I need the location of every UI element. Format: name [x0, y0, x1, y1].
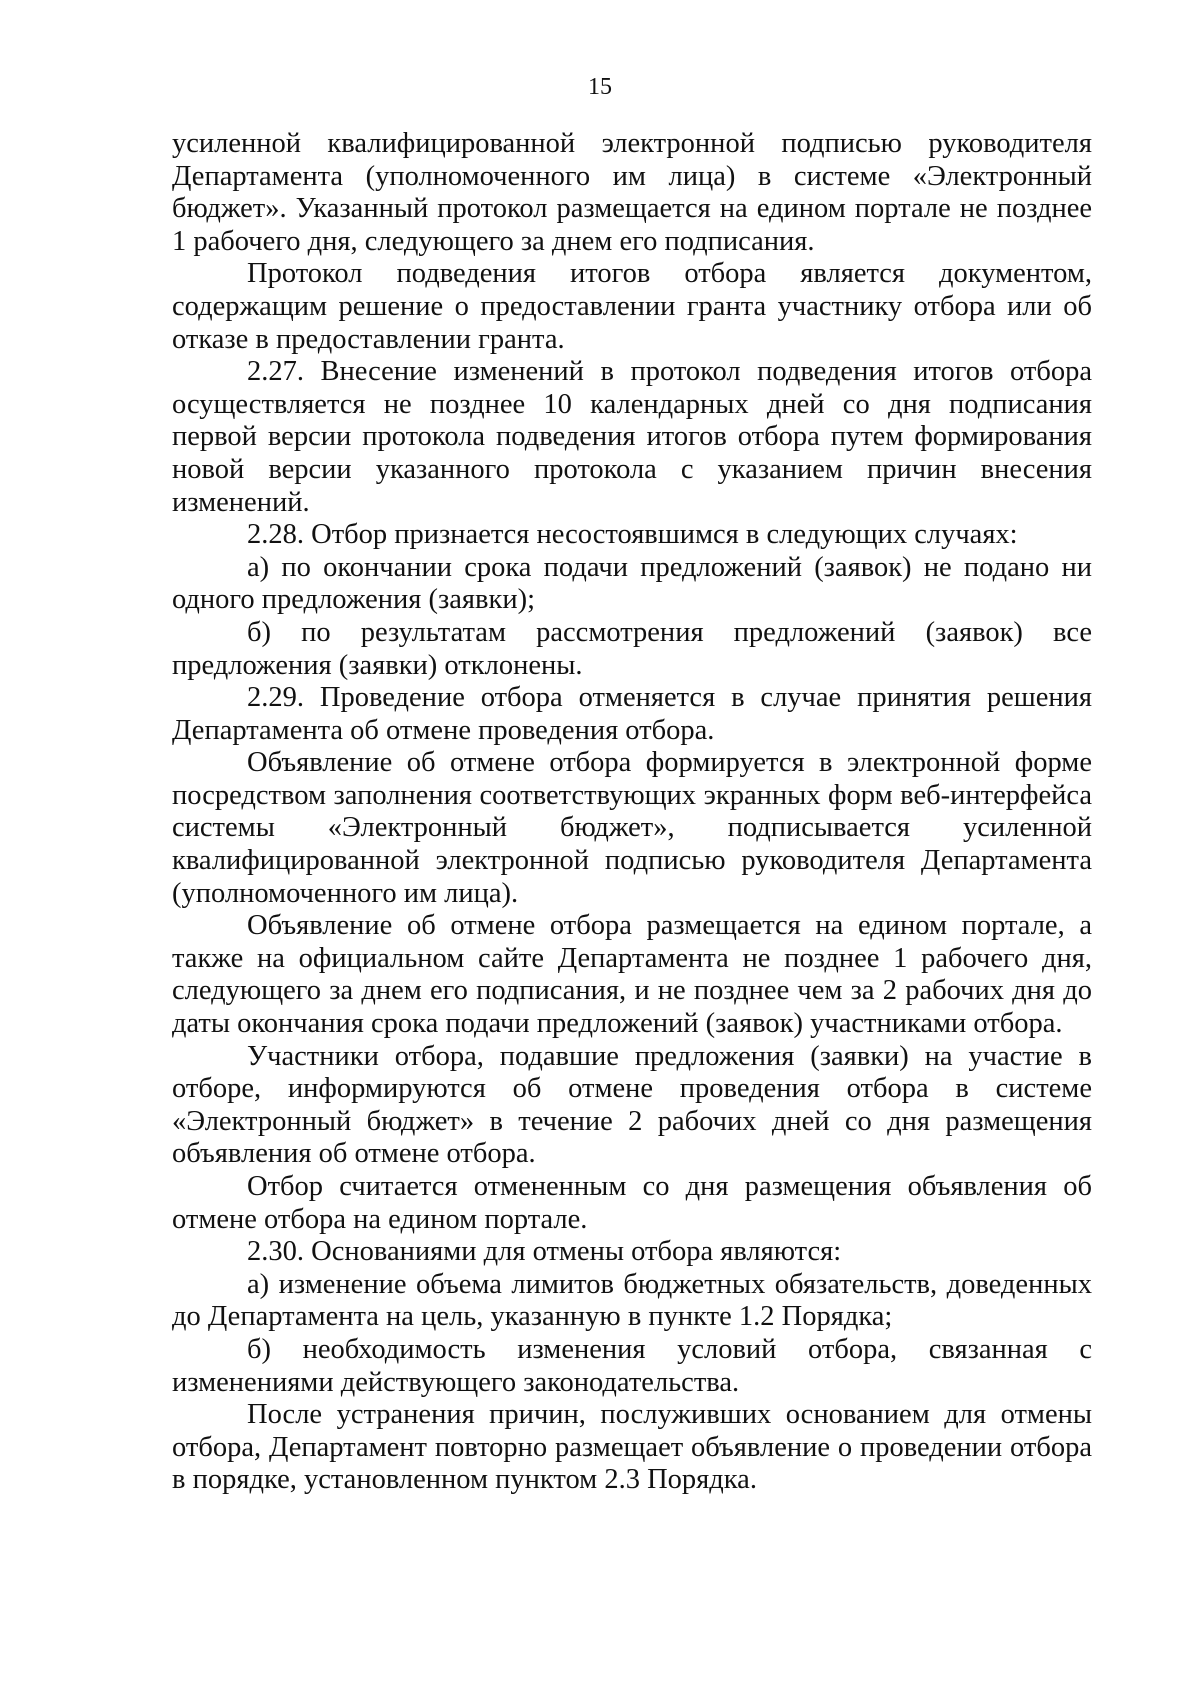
paragraph-2-30-b: б) необходимость изменения условий отбора, связанная с изменениями действующего законодательства.	[172, 1333, 1092, 1398]
paragraph-2-30: 2.30. Основаниями для отмены отбора являются:	[247, 1236, 842, 1268]
paragraph-2-28: 2.28. Отбор признается несостоявшимся в следующих случаях:	[247, 519, 1018, 551]
paragraph-cancel-announcement-publishing: Объявление об отмене отбора размещается на едином портале, а также на официальном сайте Департамента не позднее 1 рабочего дня, следующего за днем его подписания, и не позднее чем за 2 рабочих дня до даты окончания срока подачи предложений (заявок) участниками отбора.	[172, 910, 1092, 1040]
document-body	[172, 128, 1092, 1497]
paragraph-cancel-effective: Отбор считается отмененным со дня размещения объявления об отмене отбора на едином портале.	[172, 1171, 1092, 1235]
paragraph-2-28-a: а) по окончании срока подачи предложений (заявок) не подано ни одного предложения (заявки);	[172, 551, 1092, 616]
paragraph-participants-notification: Участники отбора, подавшие предложения (заявки) на участие в отборе, информируются об отмене проведения отбора в системе «Электронный бюджет» в течение 2 рабочих дней со дня размещения объявления об отмене отбора.	[172, 1040, 1092, 1170]
paragraph-repeat-announcement: После устранения причин, послуживших основанием для отмены отбора, Департамент повторно размещает объявление о проведении отбора в порядке, установленном пунктом 2.3 Порядка.	[172, 1399, 1092, 1496]
paragraph-2-28-b: б) по результатам рассмотрения предложений (заявок) все предложения (заявки) отклонены.	[172, 616, 1092, 681]
paragraph-2-30-a: а) изменение объема лимитов бюджетных обязательств, доведенных до Департамента на цель, указанную в пункте 1.2 Порядка;	[172, 1268, 1092, 1333]
paragraph-protocol-definition: Протокол подведения итогов отбора является документом, содержащим решение о предоставлении гранта участнику отбора или об отказе в предоставлении гранта.	[172, 258, 1092, 355]
page-number: 15	[588, 74, 612, 100]
paragraph-2-29: 2.29. Проведение отбора отменяется в случае принятия решения Департамента об отмене проведения отбора.	[172, 682, 1092, 746]
paragraph-2-27: 2.27. Внесение изменений в протокол подведения итогов отбора осуществляется не позднее 10 календарных дней со дня подписания первой версии протокола подведения итогов отбора путем формирования новой версии указанного протокола с указанием причин внесения изменений.	[172, 356, 1092, 518]
paragraph-cancel-announcement-form: Объявление об отмене отбора формируется в электронной форме посредством заполнения соответствующих экранных форм веб-интерфейса системы «Электронный бюджет», подписывается усиленной квалифицированной электронной подписью руководителя Департамента (уполномоченного им лица).	[172, 747, 1092, 909]
paragraph-protocol-signing: усиленной квалифицированной электронной подписью руководителя Департамента (уполномоченного им лица) в системе «Электронный бюджет». Указанный протокол размещается на едином портале не позднее 1 рабочего дня, следующего за днем его подписания.	[172, 128, 1092, 257]
